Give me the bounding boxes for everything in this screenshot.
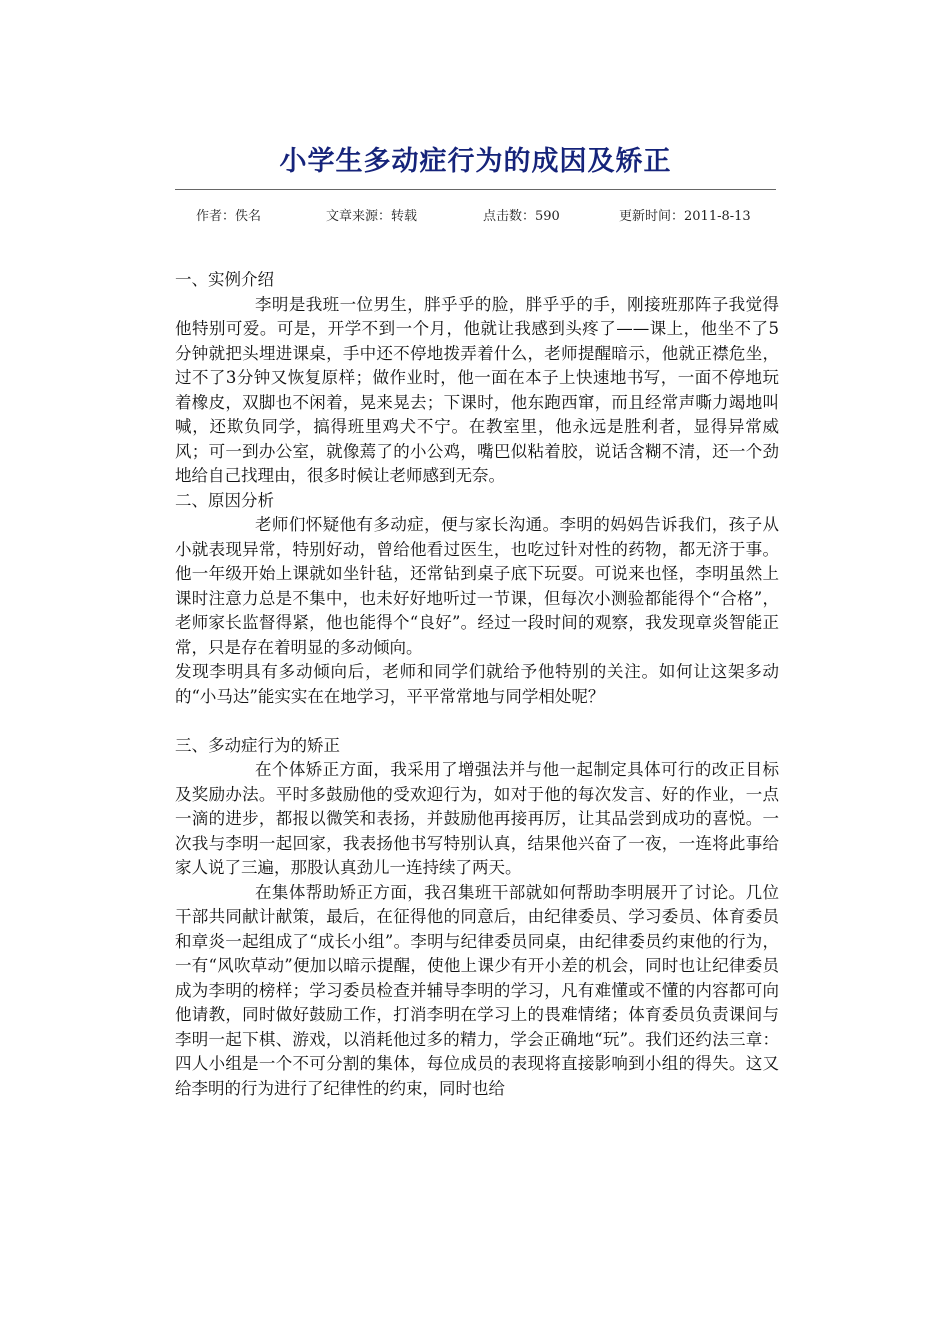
- paragraph: 发现李明具有多动倾向后，老师和同学们就给予他特别的关注。如何让这架多动的“小马达”能实实在在地学习，平平常常地与同学相处呢？: [175, 662, 779, 706]
- source-meta: 文章来源：转载: [326, 209, 418, 224]
- title-divider: [175, 189, 776, 190]
- author-meta: 作者：佚名: [196, 209, 262, 224]
- section-heading: 一、实例介绍: [175, 270, 274, 289]
- hits-meta: 点击数：590: [483, 209, 560, 224]
- paragraph: 老师们怀疑他有多动症，便与家长沟通。李明的妈妈告诉我们，孩子从小就表现异常，特别好动，曾给他看过医生，也吃过针对性的药物，都无济于事。他一年级开始上课就如坐针毡，还常钻到桌子底下玩耍。可说来也怪，李明虽然上课时注意力总是不集中，也未好好地听过一节课，但每次小测验都能得个“合格”，老师家长监督得紧，他也能得个“良好”。经过一段时间的观察，我发现章炎智能正常，只是存在着明显的多动倾向。: [175, 515, 779, 657]
- updated-meta: 更新时间：2011-8-13: [619, 209, 751, 224]
- article-title: 小学生多动症行为的成因及矫正: [279, 146, 672, 177]
- paragraph: 李明是我班一位男生，胖乎乎的脸，胖乎乎的手，刚接班那阵子我觉得他特别可爱。可是，开学不到一个月，他就让我感到头疼了——课上，他坐不了5分钟就把头埋进课桌，手中还不停地拨弄着什么，老师提醒暗示，他就正襟危坐，过不了3分钟又恢复原样；做作业时，他一面在本子上快速地书写，一面不停地玩着橡皮，双脚也不闲着，晃来晃去；下课时，他东跑西窜，而且经常声嘶力竭地叫喊，还欺负同学，搞得班里鸡犬不宁。在教室里，他永远是胜利者，显得异常威风；可一到办公室，就像蔫了的小公鸡，嘴巴似粘着胶，说话含糊不清，还一个劲地给自己找理由，很多时候让老师感到无奈。: [175, 294, 779, 485]
- paragraph: 在个体矫正方面，我采用了增强法并与他一起制定具体可行的改正目标及奖励办法。平时多鼓励他的受欢迎行为，如对于他的每次发言、好的作业，一点一滴的进步，都报以微笑和表扬，并鼓励他再接再厉，让其品尝到成功的喜悦。一次我与李明一起回家，我表扬他书写特别认真，结果他兴奋了一夜，一连将此事给家人说了三遍，那股认真劲儿一连持续了两天。: [175, 760, 779, 877]
- section-heading: 三、多动症行为的矫正: [175, 735, 340, 755]
- section-heading: 二、原因分析: [175, 490, 274, 510]
- paragraph: 在集体帮助矫正方面，我召集班干部就如何帮助李明展开了讨论。几位干部共同献计献策，最后，在征得他的同意后，由纪律委员、学习委员、体育委员和章炎一起组成了“成长小组”。李明与纪律委员同桌，由纪律委员约束他的行为，一有“风吹草动”便加以暗示提醒，使他上课少有开小差的机会，同时也让纪律委员成为李明的榜样；学习委员检查并辅导李明的学习，凡有难懂或不懂的内容都可向他请教，同时做好鼓励工作，打消李明在学习上的畏难情绪；体育委员负责课间与李明一起下棋、游戏，以消耗他过多的精力，学会正确地“玩”。我们还约法三章：四人小组是一个不可分割的集体，每位成员的表现将直接影响到小组的得失。这又给李明的行为进行了纪律性的约束，同时也给: [175, 882, 779, 1098]
- blank-line: [175, 709, 779, 734]
- article-body: [175, 268, 779, 1101]
